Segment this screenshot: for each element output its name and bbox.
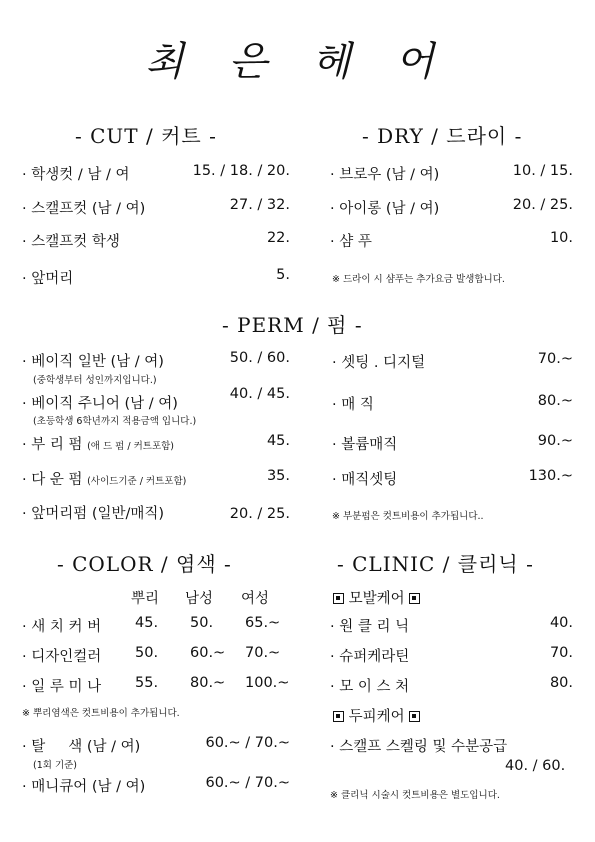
menu-item-name: · 모 이 스 처 [330,679,410,695]
menu-item-price: 60.~ / 70.~ [205,775,290,791]
menu-item-price: 5. [276,267,290,283]
menu-row [332,351,573,373]
color-heading: - COLOR / 염색 - [57,552,232,576]
clinic-note: ※ 클리닉 시술시 컷트비용은 별도입니다. [330,790,500,801]
color-price-male: 50. [190,615,214,631]
color-price-root: 50. [135,645,159,661]
menu-row [332,468,573,490]
menu-item-price: 22. [266,230,290,246]
menu-item-name: · 베이직 일반 (남 / 여) [22,354,164,370]
color-price-female: 70.~ [245,645,281,661]
menu-item-price: 20. / 25. [512,197,573,213]
square-bullet-icon [409,593,420,604]
menu-item-price: 45. [266,433,290,449]
perm-note: ※ 부분펌은 컷트비용이 추가됩니다.. [332,511,484,522]
color-item-name: · 디자인컬러 [22,649,102,665]
menu-item-name [22,468,186,489]
menu-item-name: · 아이롱 (남 / 여) [330,201,440,217]
square-bullet-icon [409,711,420,722]
menu-row [22,350,290,372]
dry-heading: - DRY / 드라이 - [362,124,523,148]
menu-item-price: 40. / 45. [229,386,290,402]
menu-item-subnote: (중학생부터 성인까지입니다.) [33,375,157,386]
menu-item-name-text: · 부 리 펌 [22,437,83,453]
menu-item-price: 90.~ [537,433,573,449]
menu-item-name: · 탈 색 (남 / 여) [22,739,141,755]
menu-item-price: 40. / 60. [505,758,566,774]
menu-row [22,230,290,252]
menu-item-name [22,433,174,454]
color-col-header: 남성 [185,591,214,607]
color-item-name: · 새 치 커 버 [22,619,102,635]
menu-row [22,433,290,455]
menu-item-name: · 스캘프컷 (남 / 여) [22,201,146,217]
color-price-root: 45. [135,615,159,631]
menu-row [330,645,573,667]
color-col-header: 뿌리 [131,591,160,607]
menu-item-price: 10. [549,230,573,246]
menu-item-name: · 매니큐어 (남 / 여) [22,779,146,795]
menu-row [22,163,290,185]
menu-item-name: · 볼륨매직 [332,437,398,453]
menu-row [22,386,290,414]
color-price-female: 65.~ [245,615,281,631]
menu-item-name: · 스캘프컷 학생 [22,234,120,250]
menu-row [332,433,573,455]
salon-title: 최 은 헤 어 [145,39,450,85]
square-bullet-icon [333,711,344,722]
menu-item-name: · 매 직 [332,397,374,413]
clinic-group-label [333,705,420,726]
menu-item-price: 35. [266,468,290,484]
menu-item-name: · 앞머리 [22,271,74,287]
clinic-group-label [333,587,420,608]
menu-row [22,267,290,289]
color-price-male: 80.~ [190,675,226,691]
menu-item-price: 20. / 25. [229,506,290,522]
cut-heading: - CUT / 커트 - [75,124,217,148]
menu-item-price: 80. [549,675,573,691]
menu-item-name: · 베이직 주니어 (남 / 여) [22,396,178,412]
menu-item-price: 70. [549,645,573,661]
menu-item-inline-note: (사이드기준 / 커트포함) [87,476,187,487]
dry-note: ※ 드라이 시 샴푸는 추가요금 발생합니다. [332,274,505,285]
clinic-group-name: 모발케어 [348,591,405,607]
menu-item-price: 130.~ [528,468,573,484]
menu-row [22,197,290,219]
menu-row [22,775,290,797]
color-note: ※ 뿌리염색은 컷트비용이 추가됩니다. [22,708,180,719]
color-price-female: 100.~ [245,675,290,691]
menu-item-name: · 매직셋팅 [332,472,398,488]
menu-row [22,735,290,757]
color-col-header: 여성 [241,591,270,607]
perm-heading: - PERM / 펌 - [222,313,363,337]
color-price-root: 55. [135,675,159,691]
menu-item-price: 70.~ [537,351,573,367]
menu-row [330,163,573,185]
square-bullet-icon [333,593,344,604]
menu-row [330,675,573,697]
menu-row [22,468,290,490]
menu-item-price: 15. / 18. / 20. [192,163,290,179]
menu-item-subnote: (1회 기준) [33,760,78,771]
menu-row [330,197,573,219]
menu-item-name: · 원 클 리 닉 [330,619,410,635]
menu-item-price: 40. [549,615,573,631]
menu-item-price: 60.~ / 70.~ [205,735,290,751]
menu-item-price: 50. / 60. [229,350,290,366]
menu-row [332,393,573,415]
menu-item-price: 80.~ [537,393,573,409]
menu-row [22,502,290,524]
menu-item-name: · 샴 푸 [330,234,372,250]
clinic-heading: - CLINIC / 클리닉 - [337,552,534,576]
menu-item-inline-note: (애 드 펌 / 커트포함) [87,441,175,452]
menu-item-name: · 앞머리펌 (일반/매직) [22,506,165,522]
menu-item-name: · 브로우 (남 / 여) [330,167,440,183]
menu-item-name: · 스캘프 스켈링 및 수분공급 [330,739,508,755]
menu-item-name: · 셋팅 . 디지털 [332,355,426,371]
menu-item-subnote: (초등학생 6학년까지 적용금액 입니다.) [33,416,197,427]
menu-item-price: 10. / 15. [512,163,573,179]
color-price-male: 60.~ [190,645,226,661]
menu-item-name-text: · 다 운 펌 [22,472,83,488]
menu-row [330,230,573,252]
menu-item-name: · 학생컷 / 남 / 여 [22,167,130,183]
menu-row [330,615,573,637]
color-item-name: · 일 루 미 나 [22,679,102,695]
clinic-group-name: 두피케어 [348,709,405,725]
menu-item-name: · 슈퍼케라틴 [330,649,410,665]
menu-item-price: 27. / 32. [229,197,290,213]
